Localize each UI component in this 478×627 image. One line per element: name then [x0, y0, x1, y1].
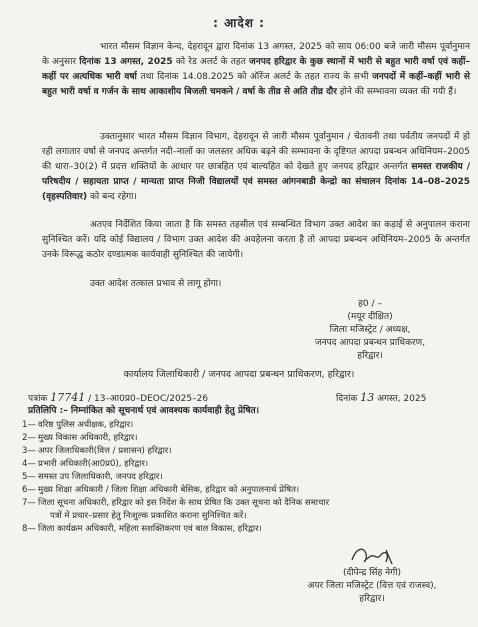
- list-item-text: मुख्य विकास अधिकारी, हरिद्वार।: [38, 433, 138, 443]
- list-item: [10, 419, 476, 432]
- office-heading: कार्यालय जिलाधिकारी / जनपद आपदा प्रबन्धन प्राधिकरण, हरिद्वार।: [123, 369, 355, 380]
- list-item: [10, 471, 476, 484]
- list-item-number: 6—: [22, 485, 36, 495]
- signatory-place: हरिद्वार।: [357, 351, 383, 361]
- list-item-number: 2—: [22, 433, 36, 443]
- signatory-title: जिला मजिस्ट्रेट / अध्यक्ष,: [329, 325, 411, 335]
- copy-heading: प्रतिलिपि :– निम्नांकित को सूचनार्थ एवं आवश्यक कार्यवाही हेतु प्रेषित।: [28, 406, 260, 416]
- handwritten-date: 13: [360, 391, 375, 404]
- list-item-text: प्रभारी अधिकारी(आ0प्र0), हरिद्वार।: [38, 459, 149, 469]
- paragraph-effective: उक्त आदेश तत्काल प्रभाव से लागू होगा।: [90, 279, 222, 289]
- list-item-number: 7—: [22, 498, 36, 508]
- list-item: [10, 523, 476, 536]
- list-item-continuation: पत्रों में प्रचार–प्रसार हेतु निःशुल्क प्रकाशित कराना सुनिश्चित करें।: [50, 511, 247, 521]
- signature-block-dm: [270, 298, 470, 363]
- reference-date: दिनांक 13 अगस्त, 2025: [336, 391, 427, 404]
- signature-block-adm: [268, 567, 476, 606]
- list-item: [10, 484, 476, 497]
- copy-recipient-list: [10, 419, 476, 536]
- list-item-text: अपर जिलाधिकारी(वित्त / प्रशासन) हरिद्वार।: [38, 446, 172, 456]
- document-title: : आदेश :: [213, 16, 265, 30]
- signatory-title-adm: अपर जिला मजिस्ट्रेट (वित्त एवं राजस्व),: [307, 581, 437, 591]
- signatory-authority: जनपद आपदा प्रबन्धन प्राधिकरण,: [314, 338, 426, 348]
- list-item: [10, 497, 476, 510]
- signatory-place-adm: हरिद्वार।: [359, 594, 385, 604]
- list-item-number: 8—: [22, 524, 36, 534]
- list-item-number: 5—: [22, 472, 36, 482]
- list-item: [10, 432, 476, 445]
- signatory-name: (मयूर दीक्षित): [347, 312, 393, 322]
- reference-number: पत्रांक 17741 / 13–आ0प्र0–DEOC/2025–26: [28, 391, 209, 404]
- signatory-name-adm: (दीपेन्द्र सिंह नेगी): [342, 568, 402, 578]
- handwritten-ref-number: 17741: [50, 391, 86, 404]
- signed-mark: ह0 / –: [358, 299, 382, 309]
- handwritten-signature: [346, 540, 410, 568]
- list-item-text: जिला सूचना अधिकारी, हरिद्वार को इस निर्देश के साथ प्रेषित कि उक्त सूचना को दैनिक समाचार: [38, 498, 330, 508]
- list-item-text: समस्त उप जिलाधिकारी, जनपद हरिद्वार।: [38, 472, 163, 482]
- list-item: [10, 445, 476, 458]
- list-item-number: 4—: [22, 459, 36, 469]
- list-item: [10, 458, 476, 471]
- paragraph-compliance: अतएव निर्देशित किया जाता है कि समस्त तहसील एवं सम्बन्धित विभाग उक्त आदेश का कड़ाई से अनुपालन कराना सुनिश्चित करें। यदि कोई विद्यालय / विभाग उक्त आदेश की अवहेलना करता है तो आपदा प्रबन्धन अधिनियम–2005 के अन्तर्गत उनके विरूद्ध कठोर दण्डात्मक कार्यवाही सुनिश्चित की जायेगी।: [42, 220, 470, 260]
- list-item-number: 1—: [22, 420, 36, 430]
- list-item-text: मुख्य शिक्षा अधिकारी / जिला शिक्षा अधिकारी बेसिक, हरिद्वार को अनुपालनार्थ प्रेषित।: [38, 485, 300, 495]
- paragraph-school-closure: उक्तानुसार भारत मौसम विज्ञान विभाग, देहरादून से जारी मौसम पूर्वानुमान / चेतावनी तथा पर्वतीय जनपदों में हो रही लगातार वर्षा से जनपद अन्तर्गत नदी–नालों का जलस्तर अधिक बढ़ने की सम्भावना के दृष्टिगत आपदा प्रबन्धन अधिनियम–2005 की धारा–30(2) में प्रदत्त शक्तियों के आधार पर छात्रहित एवं बाल्यहित को देखते हुए जनपद हरिद्वार अन्तर्गत समस्त राजकीय / परिषदीय / सहायता प्राप्त / मान्यता प्राप्त निजी विद्यालयों एवं समस्त आंगनबाडी केन्द्रो का संचालन दिनांक 14–08–2025 (वृहस्पतिवार) को बन्द रहेगा।: [42, 132, 470, 202]
- list-item-number: 3—: [22, 446, 36, 456]
- paragraph-weather-forecast: भारत मौसम विज्ञान केन्द, देहरादून द्वारा दिनांक 13 अगस्त, 2025 को साय 06:00 बजे जारी मौसम पूर्वानुमान के अनुसार दिनांक 13 अगस्त, 2025 को रेड अलर्ट के तहत जनपद हरिद्वार के कुछ स्थानों में भारी से बहुत भारी वर्षा एवं कहीं–कहीं पर अत्यधिक भारी वर्षा तथा दिनांक 14.08.2025 को ऑरेंज अलर्ट के तहत राज्य के सभी जनपदों में कहीं–कहीं भारी से बहुत भारी वर्षा व गर्जन के साथ आकाशीय बिजली चमकने / वर्षा के तीव्र से अति तीव्र दौर होने की सम्भावना व्यक्त की गयी हैं।: [42, 42, 471, 97]
- list-item-text: जिला कार्यक्रम अधिकारी, महिला सशक्तिकरण एवं बाल विकास, हरिद्वार।: [38, 524, 262, 534]
- list-item-text: वरिष्ठ पुलिस अधीक्षक, हरिद्वार।: [38, 420, 134, 430]
